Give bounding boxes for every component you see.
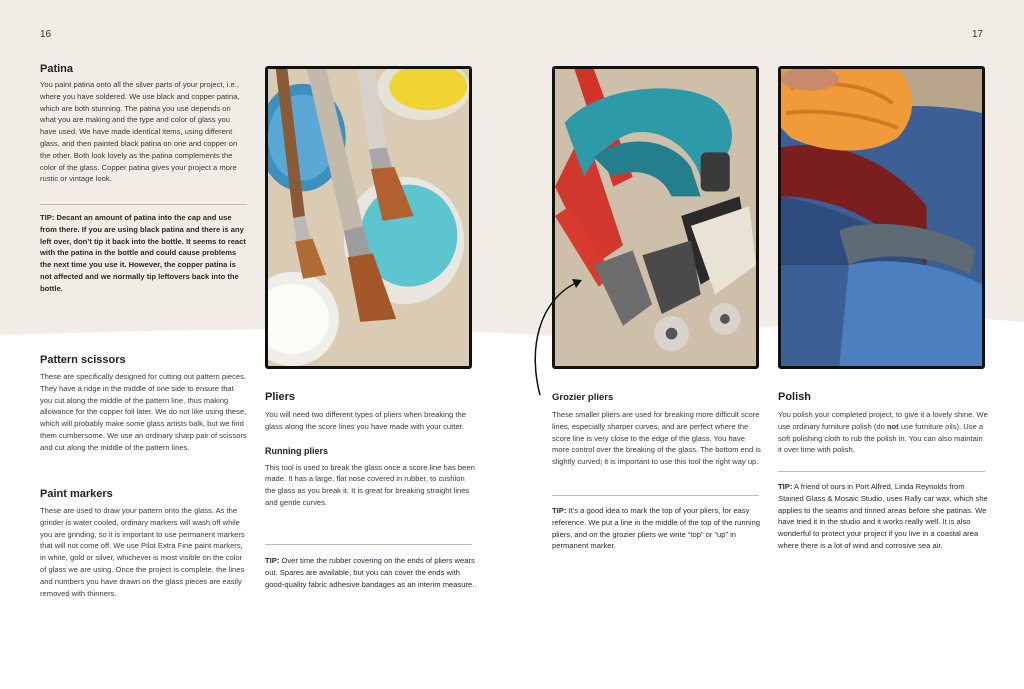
patina-brushes-photo (265, 66, 472, 369)
paint-markers-section (40, 488, 248, 599)
pointer-arrow (528, 270, 588, 400)
polish-tip (778, 481, 990, 552)
polish-body (778, 409, 988, 456)
pliers-section (265, 391, 475, 509)
polish-body-end: use furniture oils). Use a soft polishing cloth to rub the polish in. You can also maintain it over time with polish. (778, 421, 984, 455)
polish-heading: Polish (778, 391, 812, 403)
polish-divider (778, 471, 985, 472)
page-number-left: 16 (40, 29, 52, 40)
polish-tip-label: TIP: (778, 482, 793, 491)
polish-section (778, 391, 988, 456)
polish-body-start: You polish your completed project, to give it a lovely shine. We use ordinary furniture polish (do (778, 410, 988, 431)
patina-heading: Patina (40, 63, 74, 75)
running-pliers-heading: Running pliers (265, 445, 328, 456)
patina-body: You paint patina onto all the silver parts of your project, i.e., where you have soldered. We use black and copper patina, which are both stunning. The patina you use depends on what you are making and the type and color of glass you have used. We have made identical items, using different glass, and then painted black patina on one and copper on the other. Both look lovely as the patina complements the color of the glass. Copper patina gives your project a more rustic or vintage look. (40, 80, 240, 184)
page-number-right: 17 (972, 29, 984, 40)
pattern-scissors-section (40, 354, 248, 454)
paint-markers-heading: Paint markers (40, 488, 113, 500)
patina-divider (40, 204, 247, 205)
patina-tip-text: Decant an amount of patina into the cap and use from there. If you are using black patina and there is any left over, don’t tip it back into the bottle. It seems to react with the patina in the bottle and could cause problems the next time you use it. However, the copper patina is not affected and we normally tip leftovers back into the bottle. (40, 213, 246, 293)
pliers-tip-text: Over time the rubber covering on the ends of pliers wears out. Spares are available, but you can cover the ends with good-quality fabric adhesive bandages as an interim measure. (265, 556, 475, 589)
grozier-divider (552, 495, 759, 496)
grozier-tip-text: It’s a good idea to mark the top of your pliers, for easy reference. We put a line in the middle of the top of the running pliers, and on the grozier pliers we write “top” or “up” in permanent marker. (552, 506, 760, 551)
grozier-heading: Grozier pliers (552, 392, 614, 403)
polish-photo (778, 66, 985, 369)
running-pliers-body: This tool is used to break the glass once a score line has been made. It has a large, flat nose covered in rubber, to cushion the glass as you break it. It is great for breaking straight lines and gentle curves. (265, 462, 475, 507)
grozier-tip-label: TIP: (552, 506, 567, 515)
polish-body-bold: not (886, 421, 899, 431)
pattern-scissors-heading: Pattern scissors (40, 354, 126, 366)
grozier-section (552, 392, 762, 468)
pliers-tip (265, 555, 475, 590)
patina-tip (40, 212, 248, 295)
grozier-body: These smaller pliers are used for breaking more difficult score lines, especially sharper curves, and are perfect where the score line is very close to the edge of the glass. You have more control over the breaking of the glass. The bottom end is slightly curved; it is important to use this tool the right way up. (552, 410, 761, 467)
patina-tip-label: TIP: (40, 213, 55, 222)
patina-section (40, 63, 248, 185)
pliers-heading: Pliers (265, 391, 295, 403)
pliers-divider (265, 544, 472, 545)
pliers-body: You will need two different types of pliers when breaking the glass along the score lines you have made with your cutter. (265, 410, 466, 431)
polish-tip-text: A friend of ours in Port Alfred, Linda Reynolds from Stained Glass & Mosaic Studio, uses Rally car wax, which she applies to the seams and tinned areas before she patinas. We have tried it in the studio and it works really well. It is also wonderful to protect your project if you live in a coastal area where there is a lot of wind and corrosive sea air. (778, 482, 988, 550)
pattern-scissors-body: These are specifically designed for cutting out pattern pieces. They have a ridge in the middle of one side to ensure that you cut along the middle of the pattern line, thus making allowance for the copper foil later. We do not like using these, which will probably make some glass artists balk, but we find them cumbersome. We use an ordinary sharp pair of scissors and cut along the middle of the pattern lines. (40, 372, 247, 452)
pliers-tip-label: TIP: (265, 556, 280, 565)
paint-markers-body: These are used to draw your pattern onto the glass. As the grinder is water cooled, ordinary markers will wash off while you are grinding, so it is important to use permanent markers that will not come off. We use Pilot Extra Fine paint markers, in white, gold or silver, whichever is most visible on the color of glass we are using. Once the project is complete, the lines and numbers you have drawn on the glass pieces are easily removed with thinners. (40, 506, 245, 598)
grozier-tip (552, 505, 762, 552)
